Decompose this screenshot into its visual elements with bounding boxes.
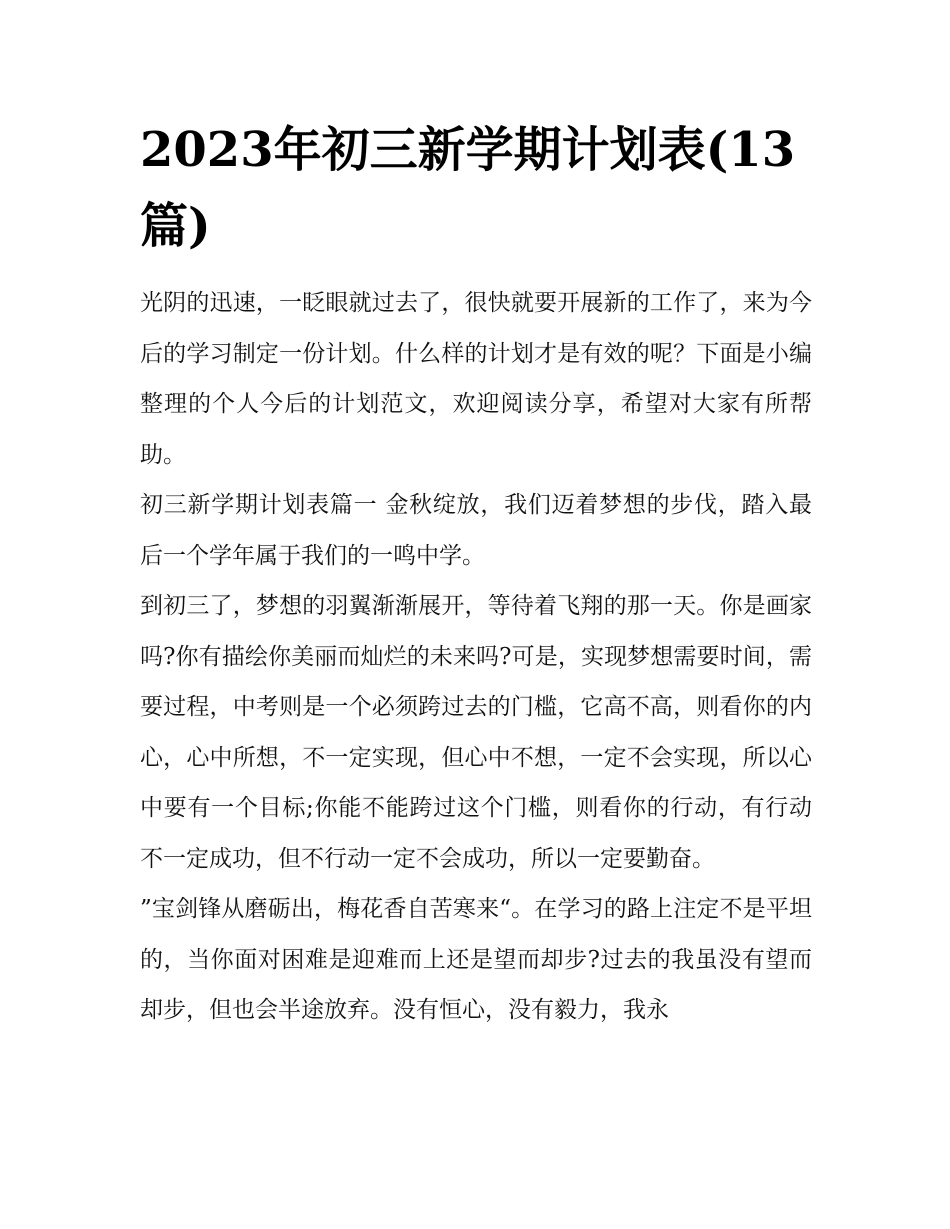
- document-body: [140, 278, 812, 1036]
- paragraph-section-one-opening: 初三新学期计划表篇一 金秋绽放，我们迈着梦想的步伐，踏入最后一个学年属于我们的一鸣中学。: [140, 492, 812, 569]
- paragraph-perseverance: ”宝剑锋从磨砺出，梅花香自苦寒来“。在学习的路上注定不是平坦的，当你面对困难是迎难而上还是望而却步?过去的我虽没有望而却步，但也会半途放弃。没有恒心，没有毅力，我永: [140, 896, 812, 1023]
- paragraph-intro: 光阴的迅速，一眨眼就过去了，很快就要开展新的工作了，来为今后的学习制定一份计划。什么样的计划才是有效的呢？下面是小编整理的个人今后的计划范文，欢迎阅读分享，希望对大家有所帮助。: [140, 290, 812, 468]
- paragraph-dream: 到初三了，梦想的羽翼渐渐展开，等待着飞翔的那一天。你是画家吗?你有描绘你美丽而灿烂的未来吗?可是，实现梦想需要时间，需要过程，中考则是一个必须跨过去的门槛，它高不高，则看你的内心，心中所想，不一定实现，但心中不想，一定不会实现，所以心中要有一个目标;你能不能跨过这个门槛，则看你的行动，有行动不一定成功，但不行动一定不会成功，所以一定要勤奋。: [140, 593, 812, 872]
- document-title: 2023年初三新学期计划表(13篇): [140, 122, 796, 254]
- document-content: [140, 112, 812, 1036]
